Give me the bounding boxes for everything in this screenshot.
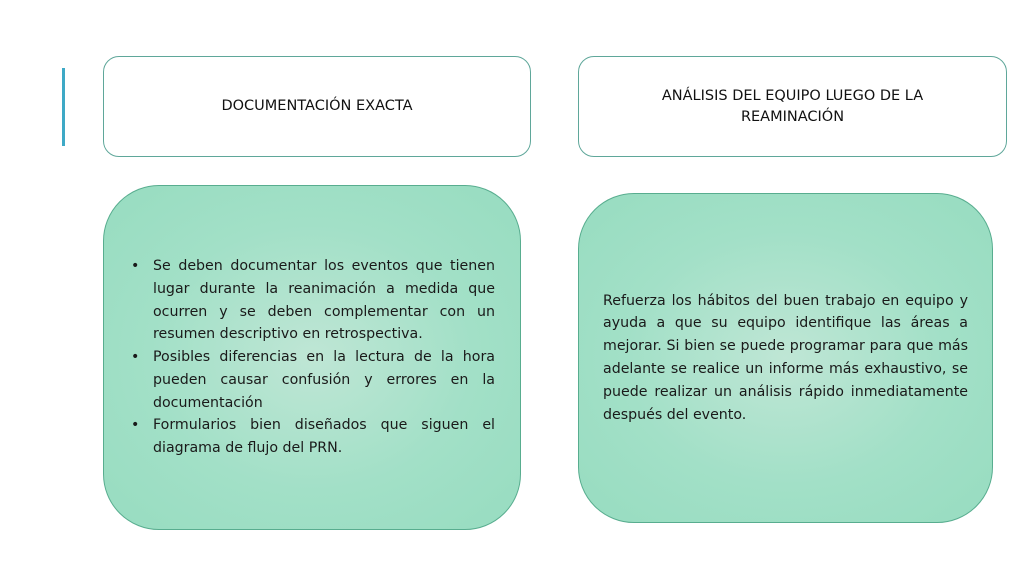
header-documentation-label: DOCUMENTACIÓN EXACTA — [221, 98, 413, 114]
bullet-text: Posibles diferencias en la lectura de la hora pueden causar confusión y errores en la documentación — [153, 349, 495, 411]
accent-bar — [62, 68, 65, 146]
header-documentation — [103, 56, 531, 157]
header-team-analysis-label: ANÁLISIS DEL EQUIPO LUEGO DE LA REAMINACIÓN — [661, 87, 924, 125]
team-analysis-content-box — [578, 193, 993, 523]
bullet-text: Formularios bien diseñados que siguen el diagrama de flujo del PRN. — [153, 417, 495, 457]
documentation-content-box — [103, 185, 521, 530]
bullet-dot-icon: • — [131, 257, 140, 274]
bullet-item — [128, 255, 495, 346]
header-team-analysis — [578, 56, 1007, 157]
bullet-item — [128, 414, 495, 460]
bullet-text: Se deben documentar los eventos que tienen lugar durante la reanimación a medida que ocurren y se deben complementar con un resumen descriptivo en retrospectiva. — [153, 257, 495, 343]
team-analysis-text: Refuerza los hábitos del buen trabajo en equipo y ayuda a que su equipo identifique las áreas a mejorar. Si bien se puede programar para que más adelante se realice un informe más exhaustivo, se puede realizar un análisis rápido inmediatamente después del evento. — [603, 292, 968, 423]
bullet-list — [128, 255, 495, 460]
bullet-dot-icon: • — [131, 417, 140, 434]
bullet-item — [128, 346, 495, 414]
bullet-dot-icon: • — [131, 349, 140, 366]
